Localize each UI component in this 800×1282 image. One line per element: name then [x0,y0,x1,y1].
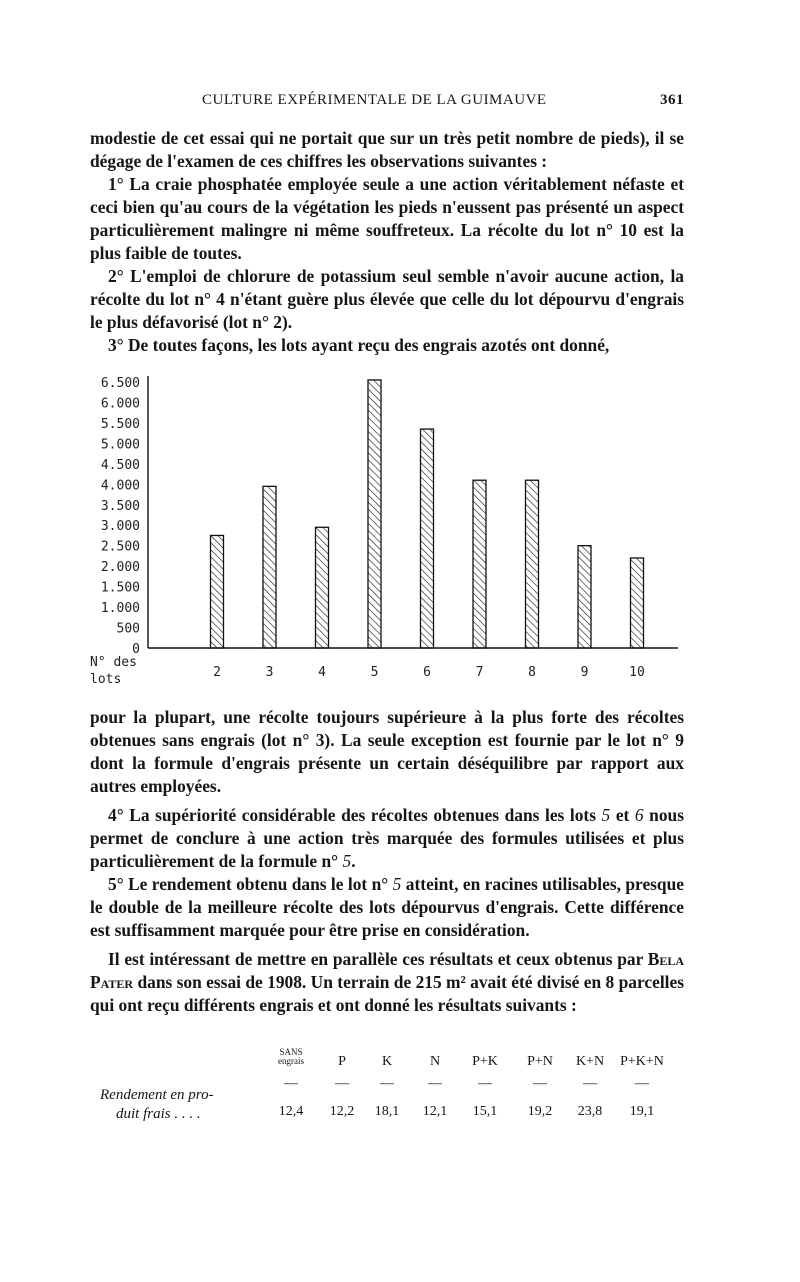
col-header: P+K [472,1054,498,1069]
obs4-text-b: et [610,805,635,825]
x-axis-label-line-1: N° des [90,655,137,670]
table-cell: 19,2 [527,1104,553,1119]
table-cell: 12,1 [422,1104,448,1119]
results-table [90,1042,684,1132]
header-rule: — [583,1076,597,1091]
comp-text-b: dans son essai de 1908. Un terrain de 215 m² avait été divisé en 8 parcelles qui ont reçu différents engrais et ont donné les résultats suivants : [90,972,684,1015]
header-rule: — [284,1076,298,1091]
x-tick-label: 4 [318,665,326,680]
y-tick-label: 0 [132,642,140,657]
y-tick-label: 1.500 [100,580,140,596]
table-cell: 18,1 [374,1104,400,1119]
header-rule: — [428,1076,442,1091]
col-header: P+K+N [620,1054,664,1069]
obs4-lot-6: 6 [634,805,644,825]
x-tick-label: 2 [213,665,221,680]
y-tick-label: 500 [116,621,140,637]
x-tick-label: 3 [265,665,274,680]
bar-lot-10 [631,558,644,648]
col-header: P [338,1054,346,1069]
y-tick-label: 6.000 [100,396,140,412]
observation-2: 2° L'emploi de chlorure de potassium seul semble n'avoir aucune action, la récolte du lot n° 4 n'étant guère plus élevée que celle du lot dépourvu d'engrais le plus défavorisé (lot n° 2). [90,266,684,332]
y-tick-label: 1.000 [100,601,140,617]
bar-lot-7 [473,480,486,648]
bar-lot-9 [578,546,591,648]
text-block-before-chart [90,127,684,357]
page-number: 361 [660,92,684,108]
running-title: CULTURE EXPÉRIMENTALE DE LA GUIMAUVE [202,92,547,108]
y-tick-label: 3.000 [100,519,140,535]
yield-bar-chart [80,370,680,700]
y-tick-label: 5.500 [100,416,140,432]
bar-lot-3 [263,486,276,648]
x-tick-label: 5 [370,665,379,680]
x-tick-label: 10 [629,665,645,680]
observation-5 [90,873,684,942]
col-header-sans-engrais: SANS engrais [278,1047,304,1066]
x-tick-label: 7 [475,665,484,680]
text-block-after-chart [90,706,684,1017]
x-axis-label-line-2: lots [90,672,122,687]
running-header [90,90,684,112]
comp-text-a: Il est intéressant de mettre en parallèle ces résultats et ceux obtenus par [108,949,648,969]
col-header: P+N [527,1054,553,1069]
comparison-paragraph [90,948,684,1017]
y-tick-label: 2.500 [100,539,140,555]
obs5-text-a: 5° Le rendement obtenu dans le lot n° [108,874,393,894]
observation-1: 1° La craie phosphatée employée seule a une action véritablement néfaste et ceci bien qu'au cours de la végétation les pieds n'eussent pas présenté un aspect particulièrement malingre ni même souffreteux. La récolte du lot n° 10 est la plus faible de toutes. [90,174,684,263]
obs4-text-c: nous permet de conclure à une action très marquée des formules utilisées et plus particulièrement de la formule n° [90,805,684,871]
y-tick-label: 6.500 [100,376,140,391]
obs4-formula-5: 5 [342,851,352,871]
observation-3-start: 3° De toutes façons, les lots ayant reçu des engrais azotés ont donné, [108,335,610,355]
author-name: Bela Pater [90,949,684,992]
header-rule: — [533,1076,547,1091]
x-tick-label: 9 [580,665,589,680]
y-tick-label: 4.000 [100,478,140,494]
obs5-text-b: atteint, en racines utilisables, presque le double de la meilleure récolte des lots dépourvus d'engrais. Cette différence est suffisamment marquée pour être prise en considération. [90,874,684,940]
observation-4 [90,804,684,873]
row-label-line-1: Rendement en pro- [100,1087,214,1103]
header-rule: — [335,1076,349,1091]
row-label-line-2: duit frais . . . . [116,1106,201,1122]
obs4-lot-5: 5 [601,805,611,825]
bar-lot-2 [211,535,224,648]
bar-lot-6 [421,429,434,648]
y-tick-label: 4.500 [100,457,140,473]
obs4-text-d: . [351,851,356,871]
header-rule: — [635,1076,649,1091]
bar-lot-4 [316,527,329,648]
y-tick-label: 2.000 [100,560,140,576]
paragraph-continuation: modestie de cet essai qui ne portait que sur un très petit nombre de pieds), il se dégage de l'examen de ces chiffres les observations suivantes : [90,128,684,171]
table-cell: 23,8 [577,1104,603,1119]
col-header: N [429,1054,441,1069]
bar-lot-8 [526,480,539,648]
chart-svg [80,370,680,700]
table-cell: 15,1 [472,1104,498,1119]
obs5-lot-5: 5 [392,874,402,894]
header-rule: — [380,1076,394,1091]
y-tick-label: 5.000 [100,437,140,453]
table-cell: 19,1 [629,1104,655,1119]
y-tick-label: 3.500 [100,498,140,514]
col-header: K [381,1054,393,1069]
table-cell: 12,4 [278,1104,304,1119]
col-header: K+N [575,1054,605,1069]
table-cell: 12,2 [329,1104,355,1119]
observation-3-end: pour la plupart, une récolte toujours supérieure à la plus forte des récoltes obtenues sans engrais (lot n° 3). La seule exception est fournie par le lot n° 9 dont la formule d'engrais présente un certain déséquilibre par rapport aux autres employées. [90,707,684,796]
bar-lot-5 [368,380,381,648]
x-tick-label: 6 [423,665,431,680]
header-rule: — [478,1076,492,1091]
obs4-text-a: 4° La supériorité considérable des récoltes obtenues dans les lots [108,805,602,825]
x-tick-label: 8 [528,665,536,680]
